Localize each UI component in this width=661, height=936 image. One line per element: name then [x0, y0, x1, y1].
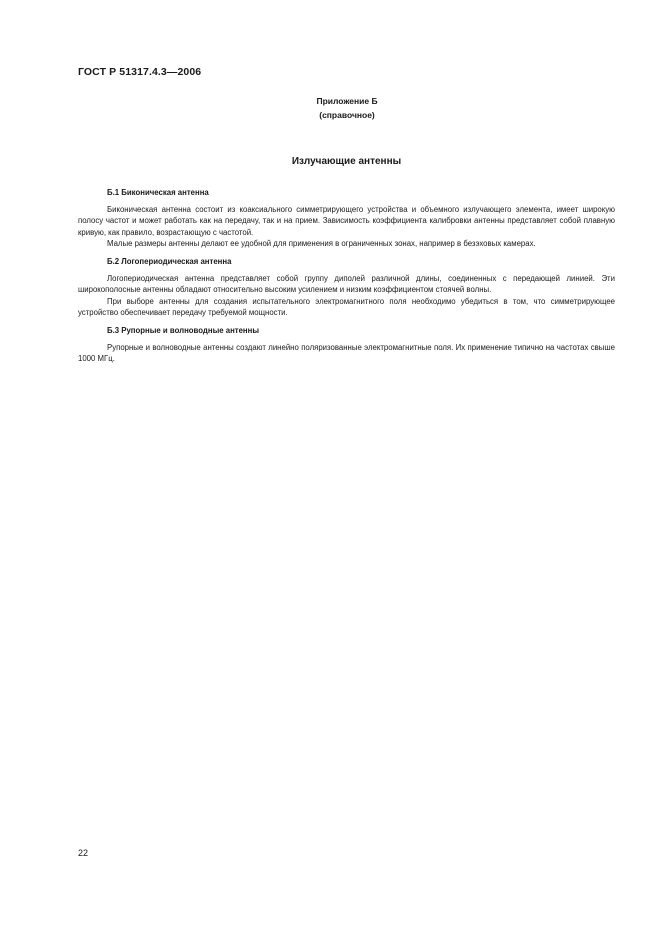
- paragraph: Логопериодическая антенна представляет собой группу диполей различной длины, соединенных с передающей линией. Эти широкополосные антенны обладают относительно высоким усилением и низким коэффициентом стоячей волны.: [78, 273, 615, 295]
- appendix-type: (справочное): [319, 110, 375, 120]
- paragraph: Рупорные и волноводные антенны создают линейно поляризованные электромагнитные поля. Их применение типично на частотах свыше 1000 МГц.: [78, 342, 615, 364]
- document-header: ГОСТ Р 51317.4.3—2006: [78, 66, 202, 78]
- appendix-title: Приложение Б: [316, 96, 378, 106]
- page-number: 22: [78, 848, 89, 858]
- section-b3: [78, 325, 615, 365]
- section-heading: Б.2 Логопериодическая антенна: [107, 256, 232, 266]
- paragraph: Биконическая антенна состоит из коаксиального симметрирующего устройства и объемного излучающего элемента, имеет широкую полосу частот и может работать как на передачу, так и на прием. Зависимость коэффициента калибровки антенны представляет собой плавную кривую, как правило, возрастающую с частотой.: [78, 204, 615, 237]
- section-b2: [78, 256, 615, 319]
- paragraph: При выборе антенны для создания испытательного электромагнитного поля необходимо убедиться в том, что симметрирующее устройство обеспечивает передачу требуемой мощности.: [78, 296, 615, 318]
- section-b1: [78, 187, 615, 250]
- page-title: Излучающие антенны: [291, 156, 402, 167]
- appendix-label: [282, 94, 412, 122]
- section-heading: Б.3 Рупорные и волноводные антенны: [107, 325, 260, 335]
- section-heading: Б.1 Биконическая антенна: [107, 188, 209, 197]
- document-body: [78, 187, 615, 365]
- paragraph: Малые размеры антенны делают ее удобной для применения в ограниченных зонах, например в безэховых камерах.: [107, 239, 536, 249]
